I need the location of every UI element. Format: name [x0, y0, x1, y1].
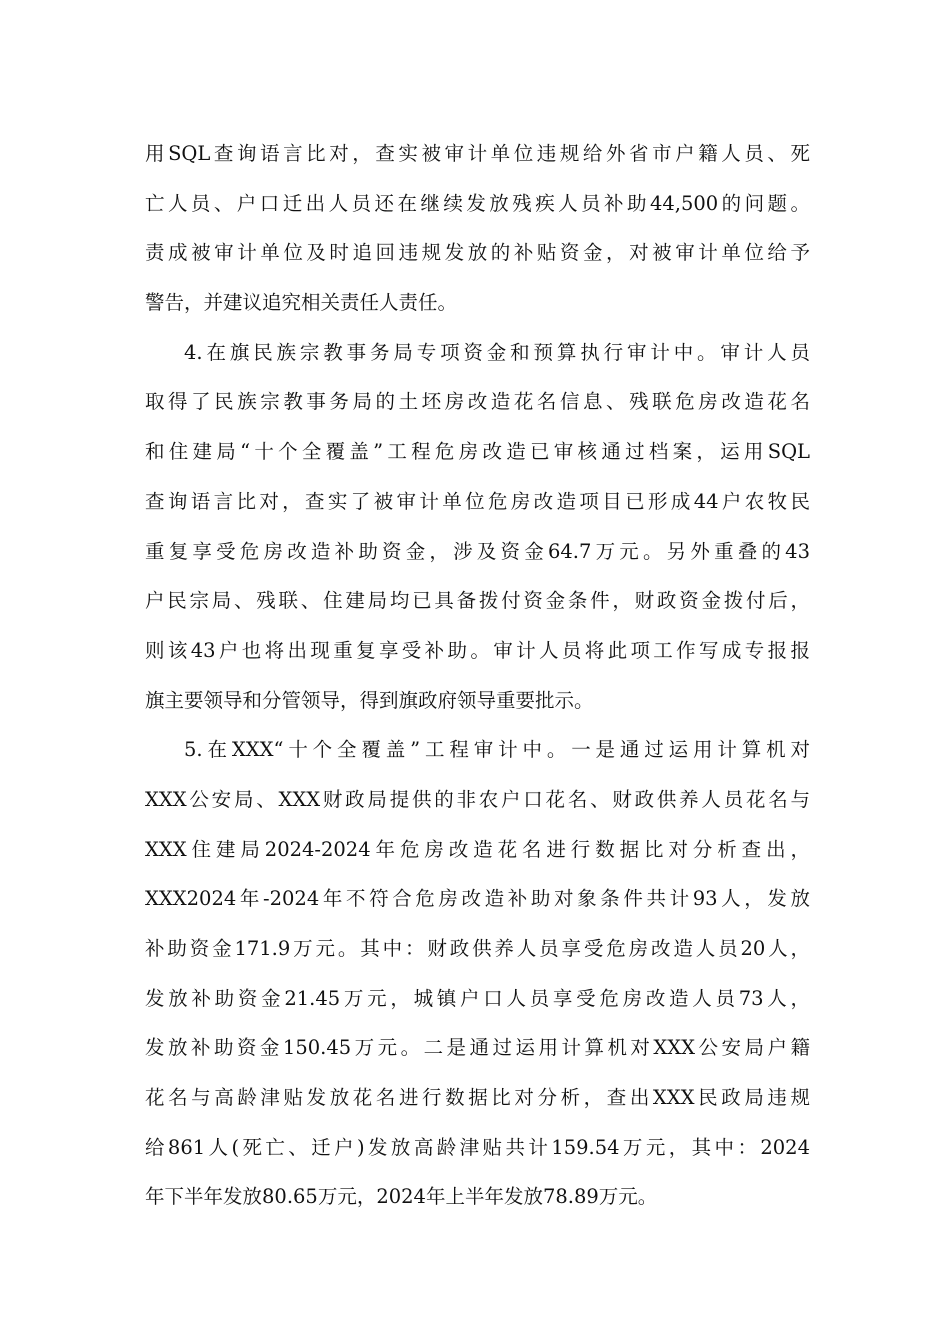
text-line: 和住建局“十个全覆盖”工程危房改造已审核通过档案，运用SQL	[145, 440, 810, 464]
text-line: 给861人(死亡、迁户)发放高龄津贴共计159.54万元，其中：2024	[145, 1135, 810, 1159]
text-line: 旗主要领导和分管领导，得到旗政府领导重要批示。	[145, 688, 594, 712]
text-line: XXX公安局、XXX财政局提供的非农户口花名、财政供养人员花名与	[145, 787, 810, 811]
text-line: 花名与高龄津贴发放花名进行数据比对分析，查出XXX民政局违规	[145, 1086, 810, 1110]
text-line: 亡人员、户口迁出人员还在继续发放残疾人员补助44,500的问题。	[145, 191, 810, 215]
text-line: 取得了民族宗教事务局的土坯房改造花名信息、残联危房改造花名	[145, 390, 810, 414]
text-line: 责成被审计单位及时追回违规发放的补贴资金，对被审计单位给予	[145, 241, 810, 265]
text-line: 则该43户也将出现重复享受补助。审计人员将此项工作写成专报报	[145, 638, 810, 662]
text-line: XXX住建局2024-2024年危房改造花名进行数据比对分析查出，	[145, 837, 810, 861]
text-line: 年下半年发放80.65万元，2024年上半年发放78.89万元。	[145, 1185, 658, 1209]
text-line: 户民宗局、残联、住建局均已具备拨付资金条件，财政资金拨付后，	[145, 589, 810, 613]
paragraph-item-5	[145, 725, 810, 1222]
text-line: 发放补助资金150.45万元。二是通过运用计算机对XXX公安局户籍	[145, 1036, 810, 1060]
document-body	[145, 129, 810, 1222]
text-line: 查询语言比对，查实了被审计单位危房改造项目已形成44户农牧民	[145, 489, 810, 513]
text-line: 5.在XXX“十个全覆盖”工程审计中。一是通过运用计算机对	[184, 738, 810, 762]
text-line: 补助资金171.9万元。其中：财政供养人员享受危房改造人员20人，	[145, 937, 810, 960]
text-line: XXX2024年-2024年不符合危房改造补助对象条件共计93人，发放	[145, 887, 810, 911]
text-line: 警告，并建议追究相关责任人责任。	[145, 291, 458, 315]
text-line: 4.在旗民族宗教事务局专项资金和预算执行审计中。审计人员	[184, 340, 810, 364]
paragraph-item-4	[145, 328, 810, 726]
text-line: 用SQL查询语言比对，查实被审计单位违规给外省市户籍人员、死	[145, 142, 810, 165]
text-line: 重复享受危房改造补助资金，涉及资金64.7万元。另外重叠的43	[145, 539, 810, 563]
paragraph-continued	[145, 129, 810, 328]
text-line: 发放补助资金21.45万元，城镇户口人员享受危房改造人员73人，	[145, 986, 810, 1010]
